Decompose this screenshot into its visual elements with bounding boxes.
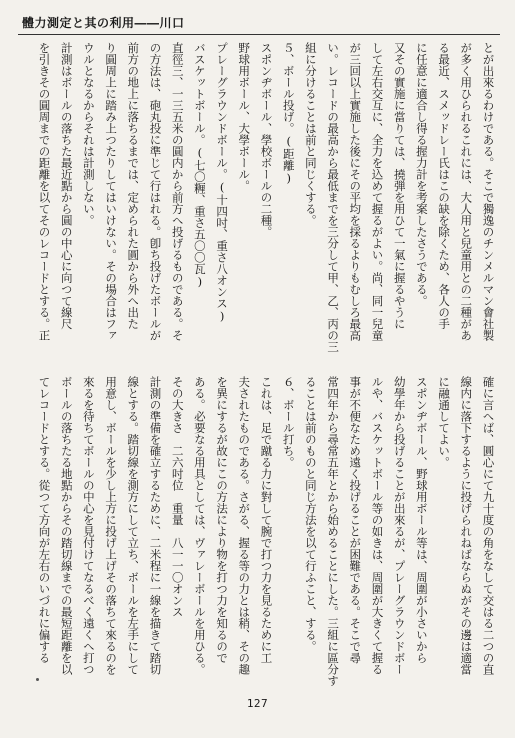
page-number: 127 [246, 697, 269, 710]
lower-column-6: ルや、バスケットボール等の如きは、周圍が大きくて握る [370, 376, 385, 675]
upper-column-7: が三回以上實施した後にその平均を採るよりもむしろ最高 [348, 42, 363, 341]
upper-column-15: 直徑三、一三五米の圓内から前方へ投げるものである。そ [170, 42, 185, 341]
lower-column-1: 確に言へば、圓心にて九十度の角をなして交はる二つの直 [481, 376, 496, 675]
upper-column-2: が多く用ひられるこれには、大人用と兒童用との二種があ [459, 42, 474, 341]
upper-column-5: 又その實施に當りては、撓弾を用ひて一氣に握るやうに [392, 42, 407, 330]
upper-column-20: 計測はボールの落ちた最近點から圓の中心に向つて線尺 [59, 42, 74, 330]
lower-column-11: これは、足で蹴る力に對して腕で打つ力を見るために工 [259, 376, 274, 664]
upper-column-21: を引きその圓周までの距離を以てそのレコードとする。正 [37, 42, 52, 341]
lower-column-20: ボールの落ちたる地點からその踏切線までの最短距離を以 [59, 376, 74, 675]
upper-column-18: り圓周上に踏み上つたりしてはいけない。その場合はファ [104, 42, 119, 341]
lower-column-8: 常四年から尋常五年とから始めることにした。三組に區分す [326, 376, 341, 687]
lower-column-16: 計測の準備を確立するために、二米程に一線を描きて踏切 [148, 376, 163, 675]
running-header: 體力測定と其の利用――川口 [22, 16, 185, 30]
upper-column-3: る最近、スメッドレー氏はこの缺を除くため、各人の手 [437, 42, 452, 330]
lower-column-5: 幼學年から投げることが出來るが、プレーグラウンドボー [392, 376, 407, 675]
margin-dot [36, 678, 39, 681]
upper-column-12: 野球用ボール、大學ボール。 [237, 42, 252, 192]
upper-column-4: に任意に適合し得る握力計を考案したさうである。 [414, 42, 429, 307]
lower-column-7: 事が不便なため遠く投げることが困難である。そこで尋 [348, 376, 363, 664]
lower-column-10: ６、ボール打ち。 [281, 376, 296, 468]
upper-column-16: の方法は、砲丸投に準じて行はれる。卽ち投げたボールが [148, 42, 163, 341]
lower-column-3: に融通してよい。 [437, 376, 452, 468]
upper-column-9: 組に分けることは前と同じくする。 [303, 42, 318, 226]
lower-column-14: ある。必要なる用具としては、ヴァレーボールを用ひる。 [192, 376, 207, 675]
upper-column-17: 前方の地上に落ちるまでは、定められた圓から外へ出た [126, 42, 141, 330]
lower-column-19: 來るを待ちてボールの中心を見付けてなるべく遠くへ打つ [81, 376, 96, 675]
upper-column-1: とが出來るわけである。そこで獨逸のチンメルマン會社製 [481, 42, 496, 341]
upper-column-6: して左右交互に、全力を込めて握るがよい。尚、同一兒童 [370, 42, 385, 341]
lower-column-2: 線内に落下するように投げられねばならぬがその邊は適當 [459, 376, 474, 675]
upper-column-10: ５、ボール投げ。(距離) [281, 42, 296, 185]
lower-column-18: 用意し、ボールを少し上方に投げ上げその落ちて來るのを [104, 376, 119, 675]
lower-column-12: 夫されたものである。さがる、握る等の力とは稍、その趣 [237, 376, 252, 675]
upper-column-19: ウルとなるからそれは計測しない。 [81, 42, 96, 226]
lower-column-13: を異にするが故にこの方法により物を打つ力を知るので [215, 376, 230, 664]
lower-column-15: その大きさ 二六吋位 重量 八一一〇オンス [170, 376, 185, 618]
upper-column-8: い。レコードの最高から最低までを三分して甲、乙、丙の三 [326, 42, 341, 353]
lower-column-4: スポンヂボール、野球用ボール等は、周圍が小さいから [414, 376, 429, 664]
lower-column-17: 線とする。踏切線を測方にして立ち、ボールを左手にして [126, 376, 141, 675]
header-rule [18, 34, 500, 35]
lower-column-21: てレコードとする。從つて方向が左右のいづれに偏する [37, 376, 52, 664]
upper-column-14: バスケットボール。(七〇糎、重さ五〇〇瓦) [192, 42, 207, 289]
upper-column-13: プレーグラウンドボール。(十四吋、重さ八オンス) [215, 42, 230, 323]
upper-column-11: スポンヂボール、學校ボールの二種。 [259, 42, 274, 238]
lower-column-9: ることは前のものと同じ方法を以て行ふこと、する。 [303, 376, 318, 652]
